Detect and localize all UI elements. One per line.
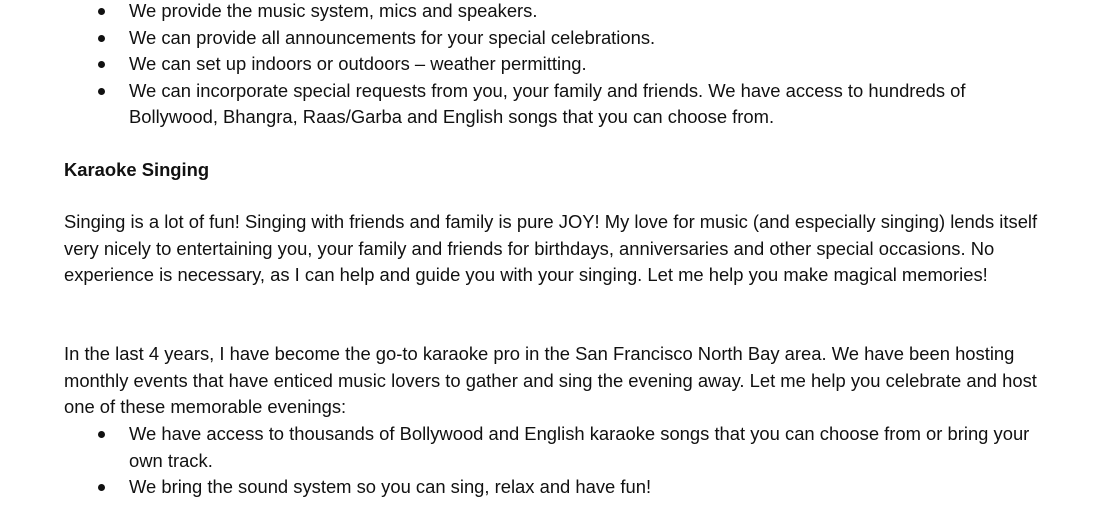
bullet-icon [98,61,105,68]
list-item [0,25,1095,52]
list-item [0,474,1095,501]
bullet-icon [98,88,105,95]
list-item [0,78,1095,131]
karaoke-paragraph-2: In the last 4 years, I have become the go-to karaoke pro in the San Francisco North Bay area. We have been hosting monthly events that have enticed music lovers to gather and sing the evening away. Let me help you celebrate and host one of these memorable evenings: [64,343,1037,417]
list-item-text: We can set up indoors or outdoors – weather permitting. [129,53,587,74]
list-item [0,0,1095,25]
list-item-text: We can incorporate special requests from you, your family and friends. We have access to hundreds of Bollywood, Bhangra, Raas/Garba and English songs that you can choose from. [129,79,966,127]
section-heading-karaoke: Karaoke Singing [64,159,210,180]
list-item [0,421,1095,474]
bullet-icon [98,484,105,491]
karaoke-bullet-list [0,421,1095,501]
services-bullet-list [0,0,1095,131]
bullet-icon [98,8,105,15]
list-item-text: We can provide all announcements for your special celebrations. [129,26,656,48]
list-item-text: We provide the music system, mics and speakers. [129,0,538,21]
bullet-icon [98,431,105,438]
list-item-text: We bring the sound system so you can sing, relax and have fun! [129,476,652,497]
karaoke-paragraph-1: Singing is a lot of fun! Singing with friends and family is pure JOY! My love for music (and especially singing) lends itself very nicely to entertaining you, your family and friends for birthdays, anniversaries and other special occasions. No experience is necessary, as I can help and guide you with your singing. Let me help you make magical memories! [64,211,1038,285]
list-item [0,51,1095,78]
list-item-text: We have access to thousands of Bollywood and English karaoke songs that you can choose from or bring your own track. [129,423,1030,471]
bullet-icon [98,35,105,42]
